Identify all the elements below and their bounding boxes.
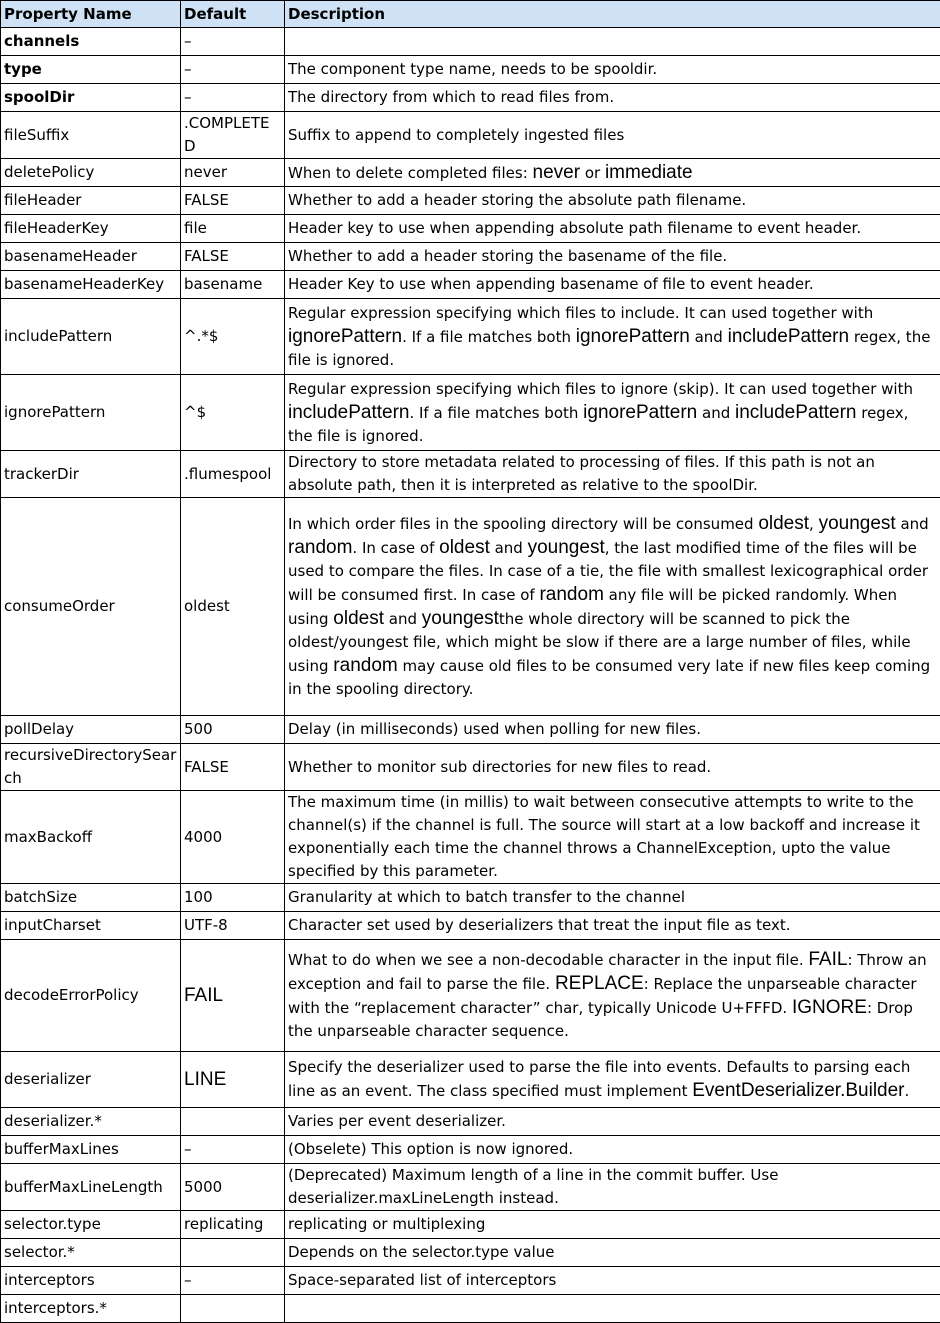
default-value-cell: FALSE xyxy=(181,744,285,791)
property-name-cell: fileHeader xyxy=(1,187,181,215)
description-cell xyxy=(285,187,940,215)
description-text: Character set used by deserializers that treat the input file as text. xyxy=(288,916,791,934)
table-row xyxy=(1,791,940,884)
property-name-cell: includePattern xyxy=(1,299,181,375)
default-value-cell: oldest xyxy=(181,498,285,716)
default-value-cell: – xyxy=(181,56,285,84)
description-text: Regular expression specifying which files to ignore (skip). It can used together with xyxy=(288,380,913,398)
table-row xyxy=(1,1211,940,1239)
description-keyword: never xyxy=(533,162,581,183)
property-name-cell: deserializer.* xyxy=(1,1108,181,1136)
description-keyword: oldest xyxy=(758,513,809,534)
description-cell xyxy=(285,112,940,159)
description-text: replicating or multiplexing xyxy=(288,1215,485,1233)
property-name-cell: pollDelay xyxy=(1,716,181,744)
table-row xyxy=(1,243,940,271)
description-text: and xyxy=(384,610,422,628)
default-value-cell: – xyxy=(181,1267,285,1295)
property-name-cell: basenameHeader xyxy=(1,243,181,271)
description-keyword: ignorePattern xyxy=(288,326,402,347)
description-cell xyxy=(285,1239,940,1267)
description-text: and xyxy=(490,539,528,557)
description-cell xyxy=(285,884,940,912)
property-name-cell: spoolDir xyxy=(1,84,181,112)
property-name-cell: deletePolicy xyxy=(1,159,181,187)
description-cell xyxy=(285,84,940,112)
description-cell xyxy=(285,912,940,940)
table-row xyxy=(1,1108,940,1136)
description-cell xyxy=(285,940,940,1052)
description-text: Suffix to append to completely ingested files xyxy=(288,126,624,144)
description-text: Granularity at which to batch transfer to the channel xyxy=(288,888,685,906)
description-text: Whether to add a header storing the basename of the file. xyxy=(288,247,727,265)
header-property-name: Property Name xyxy=(1,1,181,28)
description-keyword: IGNORE xyxy=(792,997,867,1018)
default-value-cell xyxy=(181,1295,285,1323)
description-text: : Replace the unparseable character with the “replacement character” char, typically Unicode U+FFFD. xyxy=(288,975,917,1017)
default-value-cell: – xyxy=(181,84,285,112)
table-row xyxy=(1,1052,940,1108)
property-name-cell: bufferMaxLines xyxy=(1,1136,181,1164)
property-name-cell: trackerDir xyxy=(1,451,181,498)
description-text: regex, the file is ignored. xyxy=(288,404,908,445)
default-value-cell: 100 xyxy=(181,884,285,912)
table-row xyxy=(1,912,940,940)
default-value-cell: basename xyxy=(181,271,285,299)
description-cell xyxy=(285,299,940,375)
description-cell xyxy=(285,28,940,56)
description-text: When to delete completed files: xyxy=(288,164,533,182)
description-cell xyxy=(285,1164,940,1211)
table-row xyxy=(1,84,940,112)
description-text: Depends on the selector.type value xyxy=(288,1243,555,1261)
default-value-cell: – xyxy=(181,28,285,56)
description-text: (Deprecated) Maximum length of a line in the commit buffer. Use deserializer.maxLineLength instead. xyxy=(288,1166,778,1207)
default-value-cell: LINE xyxy=(181,1052,285,1108)
default-value-cell: never xyxy=(181,159,285,187)
header-row xyxy=(1,1,940,28)
table-row xyxy=(1,187,940,215)
table-row xyxy=(1,112,940,159)
table-row xyxy=(1,1267,940,1295)
description-keyword: oldest xyxy=(333,608,384,629)
description-cell xyxy=(285,498,940,716)
description-text: . In case of xyxy=(352,539,439,557)
description-cell xyxy=(285,1052,940,1108)
property-name-cell: consumeOrder xyxy=(1,498,181,716)
description-cell xyxy=(285,744,940,791)
description-text: The component type name, needs to be spooldir. xyxy=(288,60,657,78)
property-name-cell: basenameHeaderKey xyxy=(1,271,181,299)
table-row xyxy=(1,498,940,716)
table-row xyxy=(1,451,940,498)
description-cell xyxy=(285,1295,940,1323)
description-text: the whole directory will be scanned to pick the oldest/youngest file, which might be slow if there are a large number of files, while using xyxy=(288,610,911,675)
description-keyword: EventDeserializer.Builder xyxy=(692,1080,904,1101)
default-value-cell: 4000 xyxy=(181,791,285,884)
description-text: : Throw an exception and fail to parse the file. xyxy=(288,951,927,993)
description-cell xyxy=(285,1211,940,1239)
description-cell xyxy=(285,375,940,451)
table-row xyxy=(1,1239,940,1267)
description-keyword: includePattern xyxy=(288,402,409,423)
table-row xyxy=(1,215,940,243)
property-name-cell: selector.* xyxy=(1,1239,181,1267)
default-value-cell: – xyxy=(181,1136,285,1164)
table-row xyxy=(1,1295,940,1323)
description-keyword: ignorePattern xyxy=(583,402,697,423)
default-value-cell: ^.*$ xyxy=(181,299,285,375)
description-cell xyxy=(285,1136,940,1164)
header-default: Default xyxy=(181,1,285,28)
description-cell xyxy=(285,243,940,271)
property-name-cell: fileSuffix xyxy=(1,112,181,159)
description-text: In which order files in the spooling directory will be consumed xyxy=(288,515,758,533)
description-text: Space-separated list of interceptors xyxy=(288,1271,556,1289)
table-row xyxy=(1,159,940,187)
description-keyword: random xyxy=(539,584,603,605)
description-text: The maximum time (in millis) to wait between consecutive attempts to write to the channel(s) if the channel is full. The source will start at a low backoff and increase it exponentially each time the channel throws a ChannelException, upto the value specified by this parameter. xyxy=(288,793,920,880)
property-name-cell: maxBackoff xyxy=(1,791,181,884)
default-value-cell: 500 xyxy=(181,716,285,744)
description-cell xyxy=(285,56,940,84)
property-name-cell: selector.type xyxy=(1,1211,181,1239)
description-keyword: youngest xyxy=(422,608,499,629)
description-text: regex, the file is ignored. xyxy=(288,328,930,369)
default-value-cell: FALSE xyxy=(181,243,285,271)
property-name-cell: decodeErrorPolicy xyxy=(1,940,181,1052)
description-text: Header key to use when appending absolute path filename to event header. xyxy=(288,219,861,237)
description-text: , xyxy=(809,515,819,533)
description-text: . If a file matches both xyxy=(402,328,576,346)
property-name-cell: bufferMaxLineLength xyxy=(1,1164,181,1211)
default-value-cell: .flumespool xyxy=(181,451,285,498)
table-row xyxy=(1,375,940,451)
table-row xyxy=(1,884,940,912)
description-keyword: immediate xyxy=(605,162,693,183)
description-text: any file will be picked randomly. When using xyxy=(288,586,897,628)
description-cell xyxy=(285,1267,940,1295)
description-keyword: youngest xyxy=(819,513,896,534)
property-name-cell: channels xyxy=(1,28,181,56)
description-text: (Obselete) This option is now ignored. xyxy=(288,1140,573,1158)
default-value-cell xyxy=(181,1239,285,1267)
description-keyword: random xyxy=(288,537,352,558)
description-text: The directory from which to read files from. xyxy=(288,88,614,106)
default-value-cell: FALSE xyxy=(181,187,285,215)
description-text: . If a file matches both xyxy=(409,404,583,422)
description-cell xyxy=(285,451,940,498)
property-name-cell: recursiveDirectorySearch xyxy=(1,744,181,791)
description-cell xyxy=(285,791,940,884)
table-row xyxy=(1,271,940,299)
default-value-cell: replicating xyxy=(181,1211,285,1239)
property-name-cell: fileHeaderKey xyxy=(1,215,181,243)
description-keyword: includePattern xyxy=(728,326,849,347)
description-keyword: includePattern xyxy=(735,402,856,423)
property-name-cell: ignorePattern xyxy=(1,375,181,451)
property-name-cell: deserializer xyxy=(1,1052,181,1108)
property-name-cell: interceptors.* xyxy=(1,1295,181,1323)
description-text: What to do when we see a non-decodable character in the input file. xyxy=(288,951,808,969)
property-name-cell: batchSize xyxy=(1,884,181,912)
description-text: and xyxy=(690,328,728,346)
table-body xyxy=(1,28,940,1323)
table-row xyxy=(1,56,940,84)
description-text: and xyxy=(697,404,735,422)
table-row xyxy=(1,1136,940,1164)
description-keyword: oldest xyxy=(439,537,490,558)
description-cell xyxy=(285,271,940,299)
header-description: Description xyxy=(285,1,940,28)
table-row xyxy=(1,299,940,375)
default-value-cell: ^$ xyxy=(181,375,285,451)
property-name-cell: inputCharset xyxy=(1,912,181,940)
table-row xyxy=(1,28,940,56)
description-cell xyxy=(285,1108,940,1136)
description-keyword: FAIL xyxy=(808,949,847,970)
description-cell xyxy=(285,716,940,744)
description-text: Specify the deserializer used to parse the file into events. Defaults to parsing each line as an event. The class specified must implement xyxy=(288,1058,910,1100)
table-row xyxy=(1,1164,940,1211)
default-value-cell: file xyxy=(181,215,285,243)
default-value-cell: UTF-8 xyxy=(181,912,285,940)
description-text: may cause old files to be consumed very late if new files keep coming in the spooling directory. xyxy=(288,657,930,698)
description-text: and xyxy=(896,515,929,533)
description-text: Header Key to use when appending basename of file to event header. xyxy=(288,275,814,293)
default-value-cell xyxy=(181,1108,285,1136)
default-value-cell: FAIL xyxy=(181,940,285,1052)
description-text: Directory to store metadata related to processing of files. If this path is not an absolute path, then it is interpreted as relative to the spoolDir. xyxy=(288,453,875,494)
table-row xyxy=(1,716,940,744)
description-text: Whether to monitor sub directories for new files to read. xyxy=(288,758,711,776)
description-text: or xyxy=(580,164,605,182)
property-name-cell: interceptors xyxy=(1,1267,181,1295)
description-cell xyxy=(285,159,940,187)
property-name-cell: type xyxy=(1,56,181,84)
description-text: Delay (in milliseconds) used when polling for new files. xyxy=(288,720,701,738)
description-text: Varies per event deserializer. xyxy=(288,1112,506,1130)
default-value-cell: .COMPLETED xyxy=(181,112,285,159)
table-row xyxy=(1,744,940,791)
description-cell xyxy=(285,215,940,243)
description-text: , the last modified time of the files will be used to compare the files. In case of a tie, the file with smallest lexicographical order will be consumed first. In case of xyxy=(288,539,928,604)
description-keyword: REPLACE xyxy=(555,973,644,994)
description-text: . xyxy=(905,1082,910,1100)
description-keyword: youngest xyxy=(528,537,605,558)
description-keyword: random xyxy=(333,655,397,676)
description-text: : Drop the unparseable character sequence. xyxy=(288,999,913,1040)
description-keyword: ignorePattern xyxy=(576,326,690,347)
table-row xyxy=(1,940,940,1052)
description-text: Regular expression specifying which files to include. It can used together with xyxy=(288,304,873,322)
default-value-cell: 5000 xyxy=(181,1164,285,1211)
description-text: Whether to add a header storing the absolute path filename. xyxy=(288,191,746,209)
